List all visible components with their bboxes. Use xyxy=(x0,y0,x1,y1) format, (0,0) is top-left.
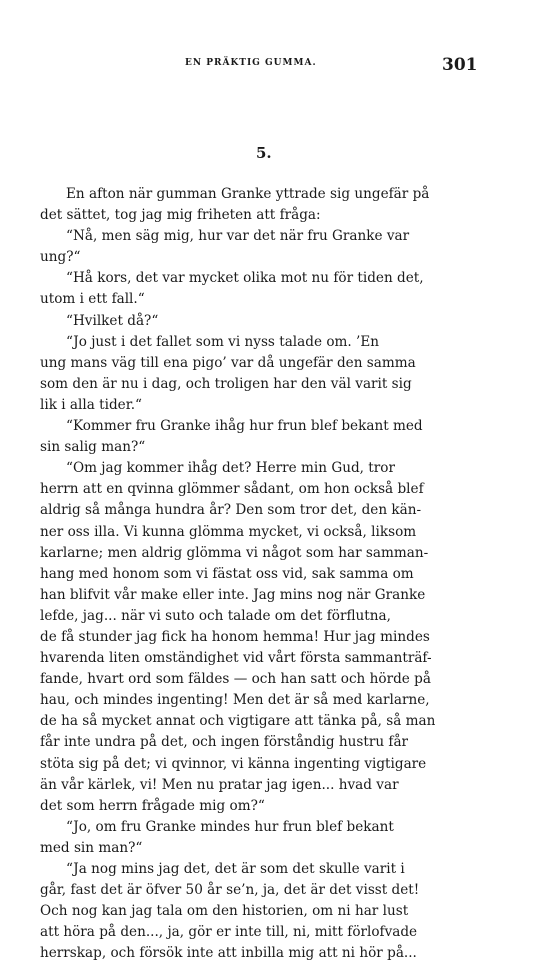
text-line: “Nå, men säg mig, hur var det när fru Granke var xyxy=(66,228,410,245)
text-line: det sättet, tog jag mig friheten att fråga: xyxy=(40,207,321,224)
text-line: Och nog kan jag tala om den historien, om ni har lust xyxy=(40,903,409,920)
text-line: “Jo just i det fallet som vi nyss talade om. ’En xyxy=(66,333,380,350)
text-line: utom i ett fall.“ xyxy=(40,291,145,308)
text-line: ner oss illa. Vi kunna glömma mycket, vi också, liksom xyxy=(40,523,417,540)
text-line: “Hå kors, det var mycket olika mot nu för tiden det, xyxy=(66,270,424,287)
text-line: ung?“ xyxy=(40,249,81,266)
text-line: de ha så mycket annat och vigtigare att tänka på, så man xyxy=(40,713,436,730)
text-line: som den är nu i dag, och troligen har den väl varit sig xyxy=(40,375,412,392)
text-line: herrskap, och försök inte att inbilla mig att ni hör på... xyxy=(40,945,417,962)
body-text xyxy=(40,184,520,964)
text-line: får inte undra på det, och ingen förståndig hustru får xyxy=(40,734,409,751)
text-line: “Kommer fru Granke ihåg hur frun blef bekant med xyxy=(66,418,423,435)
text-line: det som herrn frågade mig om?“ xyxy=(40,797,265,814)
text-line: sin salig man?“ xyxy=(40,439,146,456)
text-line: än vår kärlek, vi! Men nu pratar jag igen... hvad var xyxy=(40,776,399,793)
text-line: lefde, jag... när vi suto och talade om det förflutna, xyxy=(40,607,391,624)
text-line: “Hvilket då?“ xyxy=(66,312,159,329)
text-line: hau, och mindes ingenting! Men det är så med karlarne, xyxy=(40,692,430,709)
text-line: de få stunder jag fick ha honom hemma! Hur jag mindes xyxy=(40,628,430,645)
text-line: herrn att en qvinna glömmer sådant, om hon också blef xyxy=(40,481,424,498)
text-line: “Ja nog mins jag det, det är som det skulle varit i xyxy=(66,861,405,877)
text-line: med sin man?“ xyxy=(40,839,143,856)
text-line: han blifvit vår make eller inte. Jag mins nog när Granke xyxy=(40,586,426,603)
text-line: “Jo, om fru Granke mindes hur frun blef bekant xyxy=(66,818,394,835)
page-number: 301 xyxy=(442,55,478,75)
text-line: hvarenda liten omständighet vid vårt första sammanträf- xyxy=(40,650,432,667)
section-number: 5. xyxy=(256,144,272,162)
text-line: stöta sig på det; vi qvinnor, vi känna ingenting vigtigare xyxy=(40,755,427,772)
text-line: går, fast det är öfver 50 år se’n, ja, det är det visst det! xyxy=(40,882,420,899)
text-line: hang med honom som vi fästat oss vid, sak samma om xyxy=(40,565,414,582)
text-line: lik i alla tider.“ xyxy=(40,396,142,413)
text-line: fande, hvart ord som fäldes — och han satt och hörde på xyxy=(40,671,431,688)
text-line: ung mans väg till ena pigo’ var då ungefär den samma xyxy=(40,354,416,371)
text-line: aldrig så många hundra år? Den som tror det, den kän- xyxy=(40,502,422,519)
text-line: karlarne; men aldrig glömma vi något som har samman- xyxy=(40,544,429,561)
running-title: EN PRÄKTIG GUMMA. xyxy=(185,58,317,68)
text-line: “Om jag kommer ihåg det? Herre min Gud, tror xyxy=(66,460,395,477)
text-line: att höra på den..., ja, gör er inte till, ni, mitt förlofvade xyxy=(40,924,418,941)
text-line: En afton när gumman Granke yttrade sig ungefär på xyxy=(66,186,430,202)
